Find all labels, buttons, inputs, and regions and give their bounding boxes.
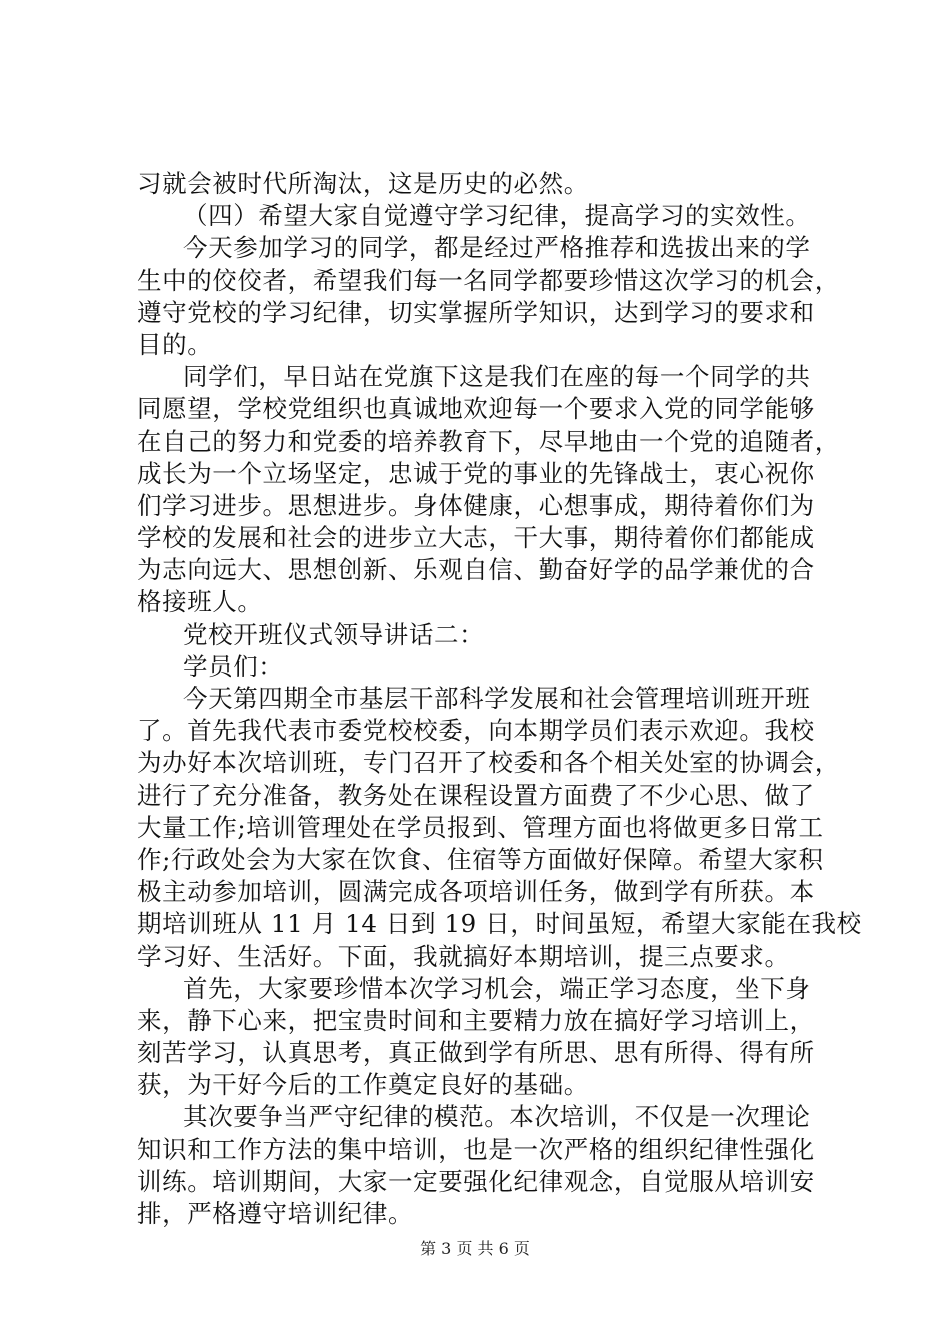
text-line: 成长为一个立场坚定，忠诚于党的事业的先锋战士，衷心祝你	[137, 458, 815, 488]
page-number-footer: 第 3 页 共 6 页	[420, 1239, 530, 1258]
text-line: 同愿望，学校党组织也真诚地欢迎每一个要求入党的同学能够	[137, 394, 815, 424]
text-line: 格接班人。	[137, 587, 263, 617]
text-line: 们学习进步。思想进步。身体健康，心想事成，期待着你们为	[137, 490, 815, 520]
text-line: 其次要争当严守纪律的模范。本次培训，不仅是一次理论	[183, 1102, 811, 1132]
text-line: （四）希望大家自觉遵守学习纪律，提高学习的实效性。	[183, 201, 811, 231]
text-line: 为办好本次培训班，专门召开了校委和各个相关处室的协调会，	[137, 748, 840, 778]
salutation: 学员们：	[183, 651, 284, 681]
text-line: 习就会被时代所淘汰，这是历史的必然。	[137, 169, 589, 198]
body-text	[137, 168, 862, 1230]
text-line: 知识和工作方法的集中培训，也是一次严格的组织纪律性强化	[137, 1134, 815, 1164]
text-line: 目的。	[137, 329, 213, 359]
text-line: 同学们，早日站在党旗下这是我们在座的每一个同学的共	[183, 362, 811, 392]
text-line: 为志向远大、思想创新、乐观自信、勤奋好学的品学兼优的合	[137, 555, 815, 585]
text-line: 作;行政处会为大家在饮食、住宿等方面做好保障。希望大家积	[137, 844, 824, 874]
text-line: 在自己的努力和党委的培养教育下，尽早地由一个党的追随者，	[137, 426, 840, 456]
text-line: 学校的发展和社会的进步立大志，干大事，期待着你们都能成	[137, 523, 815, 553]
text-line: 来，静下心来，把宝贵时间和主要精力放在搞好学习培训上，	[137, 1005, 815, 1035]
text-line: 今天参加学习的同学，都是经过严格推荐和选拔出来的学	[183, 233, 811, 263]
text-line: 进行了充分准备，教务处在课程设置方面费了不少心思、做了	[137, 780, 815, 810]
text-line: 遵守党校的学习纪律，切实掌握所学知识，达到学习的要求和	[137, 297, 815, 327]
text-line: 获，为干好今后的工作奠定良好的基础。	[137, 1070, 589, 1100]
text-line: 了。首先我代表市委党校校委，向本期学员们表示欢迎。我校	[137, 716, 815, 746]
text-line: 期培训班从 11 月 14 日到 19 日，时间虽短，希望大家能在我校	[137, 909, 862, 939]
text-line: 生中的佼佼者，希望我们每一名同学都要珍惜这次学习的机会，	[137, 265, 840, 295]
text-line: 排，严格遵守培训纪律。	[137, 1199, 414, 1228]
text-line: 极主动参加培训，圆满完成各项培训任务，做到学有所获。本	[137, 877, 815, 907]
text-line: 训练。培训期间，大家一定要强化纪律观念，自觉服从培训安	[137, 1166, 815, 1196]
text-line: 刻苦学习，认真思考，真正做到学有所思、思有所得、得有所	[137, 1038, 815, 1068]
text-line: 首先，大家要珍惜本次学习机会，端正学习态度，坐下身	[183, 973, 811, 1003]
section-heading: 党校开班仪式领导讲话二：	[183, 619, 485, 649]
text-line: 大量工作;培训管理处在学员报到、管理方面也将做更多日常工	[137, 812, 824, 842]
text-line: 学习好、生活好。下面，我就搞好本期培训，提三点要求。	[137, 941, 790, 971]
text-line: 今天第四期全市基层干部科学发展和社会管理培训班开班	[183, 684, 811, 713]
